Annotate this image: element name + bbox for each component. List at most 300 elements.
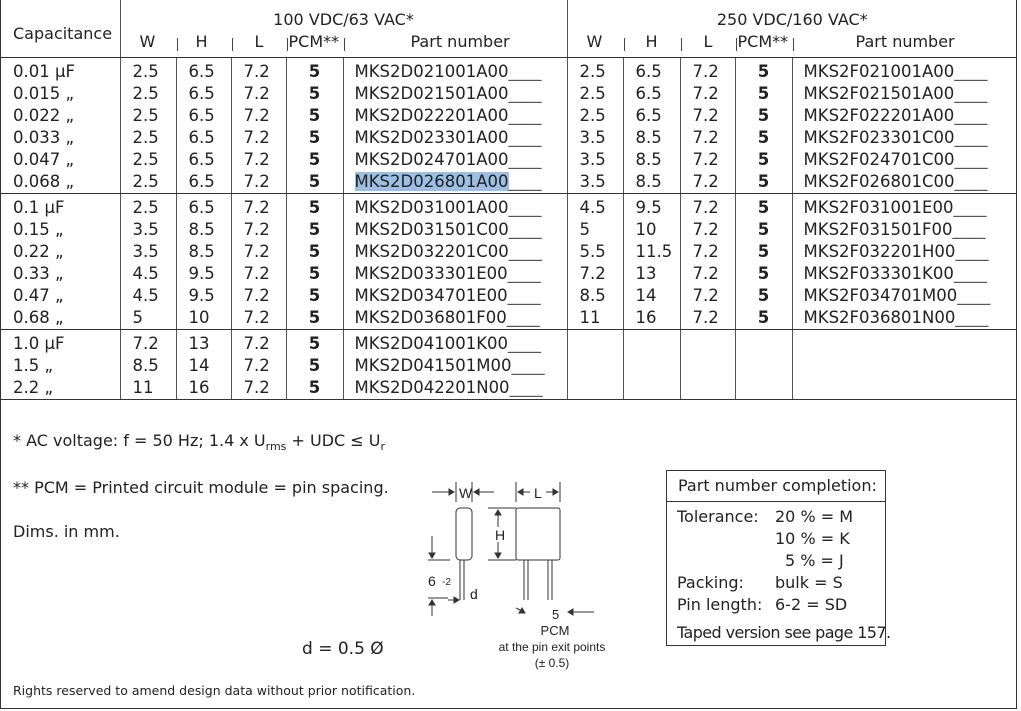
pcm-cell-column <box>735 194 792 330</box>
completion-blank: ____ <box>957 286 991 305</box>
pcm-cell <box>287 61 343 83</box>
w-cell-value: 2.5 <box>579 106 606 125</box>
h-cell <box>177 377 231 399</box>
left-voltage-title: 100 VDC/63 VAC* <box>273 10 414 29</box>
w-cell-value: 3.5 <box>132 220 159 239</box>
w-cell <box>121 149 176 171</box>
w-cell <box>121 105 176 127</box>
pcm-cell-value: 5 <box>308 84 321 103</box>
part-number-cell-value[interactable]: MKS2F026801C00 <box>803 172 955 191</box>
part-number-cell <box>344 307 567 329</box>
part-number-cell <box>344 171 567 193</box>
part-number-cell-value[interactable]: MKS2F031501F00 <box>803 220 953 239</box>
h-cell-value: 6.5 <box>635 84 662 103</box>
pcm-cell-value: 5 <box>308 378 321 397</box>
pcm-cell-value: 5 <box>757 220 770 239</box>
h-cell-value: 9.5 <box>635 198 662 217</box>
pcm-cell-value: 5 <box>308 286 321 305</box>
tolerance-label: (± 0.5) <box>534 656 570 670</box>
pcm-cell-value: 5 <box>308 172 321 191</box>
completion-blank: ____ <box>508 172 542 191</box>
completion-blank: ____ <box>954 106 988 125</box>
h-dim-label: H <box>495 527 506 543</box>
l-cell <box>232 333 286 355</box>
part-number-cell-value[interactable]: MKS2F024701C00 <box>803 150 955 169</box>
completion-blank: ____ <box>953 264 987 283</box>
capacitance-cell <box>0 61 120 83</box>
h-cell <box>177 219 231 241</box>
l-cell-value: 7.2 <box>243 286 270 305</box>
h-cell <box>624 61 680 83</box>
l-cell-column <box>680 58 735 194</box>
l-cell-value: 7.2 <box>692 220 719 239</box>
h-cell <box>624 105 680 127</box>
capacitance-cell-value: 1.0 μF <box>13 334 65 353</box>
right-voltage-title: 250 VDC/160 VAC* <box>716 10 868 29</box>
completion-blank: ____ <box>506 308 540 327</box>
d-dim-label: d <box>470 586 478 602</box>
w-cell <box>121 219 176 241</box>
l-cell <box>232 149 286 171</box>
part-number-cell <box>793 307 1018 329</box>
h-cell-value: 14 <box>188 356 210 375</box>
part-number-cell <box>344 263 567 285</box>
pcm-cell-value: 5 <box>308 264 321 283</box>
part-number-cell-value[interactable]: MKS2D022201A00 <box>354 106 509 125</box>
part-number-cell <box>793 241 1018 263</box>
capacitance-cell-value: 2.2 „ <box>13 378 54 397</box>
l-cell-value: 7.2 <box>243 128 270 147</box>
pcm-cell-value: 5 <box>308 334 321 353</box>
pcm-cell <box>287 333 343 355</box>
l-cell <box>232 263 286 285</box>
part-number-cell <box>793 171 1018 193</box>
pcm-cell <box>736 263 792 285</box>
h-cell <box>177 355 231 377</box>
l-cell-value: 7.2 <box>692 106 719 125</box>
w-cell <box>568 61 623 83</box>
h-cell <box>177 171 231 193</box>
w-cell-value: 4.5 <box>132 264 159 283</box>
part-number-cell-value[interactable]: MKS2F036801N00 <box>803 308 956 327</box>
h-cell <box>624 197 680 219</box>
l-cell <box>681 285 735 307</box>
h-cell-column <box>623 194 680 330</box>
capacitance-cell-value: 0.015 „ <box>13 84 75 103</box>
pcm-cell-value: 5 <box>308 356 321 375</box>
part-number-cell-value[interactable]: MKS2D042201N00 <box>354 378 510 397</box>
capacitance-cell <box>0 127 120 149</box>
h-cell <box>177 149 231 171</box>
w-cell-value: 2.5 <box>132 172 159 191</box>
completion-blank: ____ <box>507 264 541 283</box>
capacitance-cell-value: 0.022 „ <box>13 106 75 125</box>
capacitance-cell <box>0 105 120 127</box>
capacitance-cell <box>0 263 120 285</box>
h-cell-value: 6.5 <box>188 128 215 147</box>
w-cell-value: 2.5 <box>579 84 606 103</box>
part-number-cell-value[interactable]: MKS2D036801F00 <box>354 308 507 327</box>
part-number-cell-value[interactable]: MKS2D034701E00 <box>354 286 508 305</box>
part-number-cell-column <box>343 194 567 330</box>
w-cell-value: 3.5 <box>579 150 606 169</box>
w-cell-value: 2.5 <box>132 128 159 147</box>
part-number-completion-box <box>666 470 891 646</box>
w-cell-value: 5 <box>132 308 143 327</box>
completion-blank: ____ <box>508 106 542 125</box>
w-cell-value: 11 <box>132 378 154 397</box>
part-number-cell-value[interactable]: MKS2D032201C00 <box>354 242 509 261</box>
pcm-cell <box>736 83 792 105</box>
pcm-cell-value: 5 <box>757 150 770 169</box>
capacitance-cell-value: 0.047 „ <box>13 150 75 169</box>
pin-length-value: 6-2 = SD <box>775 595 848 614</box>
capacitance-cell-value: 0.068 „ <box>13 172 75 191</box>
completion-blank: ____ <box>954 172 988 191</box>
part-number-cell-column <box>792 194 1017 330</box>
completion-blank: ____ <box>507 286 541 305</box>
completion-blank: ____ <box>508 150 542 169</box>
h-cell-value: 6.5 <box>188 84 215 103</box>
part-number-cell <box>793 263 1018 285</box>
capacitance-cell-value: 1.5 „ <box>13 356 54 375</box>
part-number-cell <box>344 83 567 105</box>
part-number-cell-value[interactable]: MKS2F034701M00 <box>803 286 958 305</box>
pcm-cell <box>287 263 343 285</box>
l-cell <box>232 355 286 377</box>
table-group-1 <box>0 58 1017 194</box>
completion-blank: ____ <box>508 242 542 261</box>
w-cell-column <box>567 58 623 194</box>
w-dim-label: W <box>459 485 473 501</box>
h-cell <box>177 127 231 149</box>
l-cell <box>232 105 286 127</box>
pcm-cell-value: 5 <box>757 242 770 261</box>
completion-blank: ____ <box>508 334 542 353</box>
part-number-cell-value[interactable]: MKS2F022201A00 <box>803 106 955 125</box>
part-number-cell <box>793 149 1018 171</box>
h-cell-value: 6.5 <box>188 62 215 81</box>
part-number-cell <box>344 219 567 241</box>
l-cell-value: 7.2 <box>243 220 270 239</box>
completion-blank: ____ <box>509 378 543 397</box>
capacitance-cell <box>0 219 120 241</box>
part-number-cell-value[interactable]: MKS2D031501C00 <box>354 220 509 239</box>
pcm-cell-value: 5 <box>308 106 321 125</box>
pcm-header: PCM** <box>288 32 340 51</box>
l-cell-value: 7.2 <box>692 84 719 103</box>
part-number-cell <box>793 61 1018 83</box>
part-number-cell <box>793 197 1018 219</box>
tolerance-j: 5 % = J <box>785 551 844 570</box>
w-cell <box>568 149 623 171</box>
h-cell <box>177 241 231 263</box>
pcm-cell <box>287 83 343 105</box>
pcm-cell <box>287 197 343 219</box>
l-cell-value: 7.2 <box>243 308 270 327</box>
h-cell <box>177 285 231 307</box>
pcm-cell-value: 5 <box>757 308 770 327</box>
h-cell <box>624 149 680 171</box>
pcm-cell-value: 5 <box>308 220 321 239</box>
left-header-cell <box>120 0 567 58</box>
pcm-cell <box>287 307 343 329</box>
w-cell <box>568 197 623 219</box>
capacitor-dimension-diagram <box>418 472 618 677</box>
pin-length-label: Pin length: <box>677 595 763 614</box>
part-number-cell-value[interactable]: MKS2F021501A00 <box>803 84 955 103</box>
pcm-cell-value: 5 <box>308 128 321 147</box>
part-number-cell-value[interactable]: MKS2D024701A00 <box>354 150 509 169</box>
h-cell-value: 6.5 <box>635 62 662 81</box>
h-cell-value: 16 <box>188 378 210 397</box>
part-number-cell-value[interactable]: MKS2D021501A00 <box>354 84 509 103</box>
pcm-note: ** PCM = Printed circuit module = pin spacing. <box>13 478 389 497</box>
l-cell <box>681 263 735 285</box>
completion-blank: ____ <box>955 308 989 327</box>
w-cell-value: 2.5 <box>132 150 159 169</box>
l-cell <box>681 83 735 105</box>
pcm-cell <box>287 105 343 127</box>
l-cell-value: 7.2 <box>692 150 719 169</box>
w-cell <box>121 171 176 193</box>
capacitance-cell-column <box>0 194 120 330</box>
w-cell-value: 8.5 <box>132 356 159 375</box>
w-cell <box>121 285 176 307</box>
w-cell <box>568 307 623 329</box>
h-cell <box>177 61 231 83</box>
part-number-cell-value[interactable]: MKS2F023301C00 <box>803 128 955 147</box>
l-cell-column <box>231 58 286 194</box>
capacitance-cell-value: 0.22 „ <box>13 242 64 261</box>
l-cell-column <box>231 330 286 400</box>
h-cell <box>624 171 680 193</box>
h-cell <box>624 285 680 307</box>
part-number-cell <box>344 285 567 307</box>
part-number-cell-value[interactable]: MKS2D023301A00 <box>354 128 509 147</box>
pcm-cell <box>287 149 343 171</box>
l-cell <box>232 219 286 241</box>
h-cell-value: 8.5 <box>635 172 662 191</box>
h-cell-value: 16 <box>635 308 657 327</box>
part-number-cell <box>793 285 1018 307</box>
six-dim-label: 6 <box>428 573 436 589</box>
capacitance-cell-value: 0.15 „ <box>13 220 64 239</box>
l-cell <box>232 127 286 149</box>
part-number-header: Part number <box>410 32 510 51</box>
l-cell-value: 7.2 <box>692 172 719 191</box>
part-number-cell-value[interactable]: MKS2D041501M00 <box>354 356 512 375</box>
w-cell-column <box>567 194 623 330</box>
capacitance-cell <box>0 307 120 329</box>
rms-subscript: rms <box>265 440 287 454</box>
completion-blank: ____ <box>508 128 542 147</box>
completion-blank: ____ <box>953 198 987 217</box>
completion-blank: ____ <box>508 220 542 239</box>
tolerance-label: Tolerance: <box>677 507 759 526</box>
five-dim-label: 5 <box>552 607 560 622</box>
pcm-cell-value: 5 <box>757 128 770 147</box>
pcm-cell <box>287 127 343 149</box>
w-cell-value: 2.5 <box>579 62 606 81</box>
l-cell-column <box>680 194 735 330</box>
h-cell-column <box>623 330 680 400</box>
w-cell <box>121 377 176 399</box>
l-cell <box>681 149 735 171</box>
l-cell-value: 7.2 <box>692 286 719 305</box>
part-number-cell-value[interactable]: MKS2F031001E00 <box>803 198 954 217</box>
h-cell <box>177 307 231 329</box>
table-group-3 <box>0 330 1017 400</box>
part-number-cell <box>344 105 567 127</box>
w-header: W <box>139 32 156 51</box>
l-cell <box>681 241 735 263</box>
w-cell <box>121 61 176 83</box>
h-cell-value: 8.5 <box>635 128 662 147</box>
pcm-cell <box>736 171 792 193</box>
pcm-cell <box>736 105 792 127</box>
l-cell <box>681 127 735 149</box>
h-cell <box>624 83 680 105</box>
pcm-cell-value: 5 <box>757 62 770 81</box>
pcm-cell-value: 5 <box>757 106 770 125</box>
pcm-cell-value: 5 <box>757 198 770 217</box>
pcm-header: PCM** <box>737 32 789 51</box>
l-header: L <box>703 32 713 51</box>
part-number-cell-value[interactable]: MKS2D031001A00 <box>354 198 509 217</box>
completion-blank: ____ <box>508 198 542 217</box>
part-number-cell-value[interactable]: MKS2F032201H00 <box>803 242 956 261</box>
pcm-cell-value: 5 <box>308 242 321 261</box>
l-cell-value: 7.2 <box>243 242 270 261</box>
pcm-cell <box>287 355 343 377</box>
packing-value: bulk = S <box>775 573 843 592</box>
l-cell <box>232 285 286 307</box>
w-cell <box>121 263 176 285</box>
h-cell-value: 10 <box>635 220 657 239</box>
part-number-cell-value[interactable]: MKS2D041001K00 <box>354 334 509 353</box>
h-cell-column <box>176 58 231 194</box>
l-cell-value: 7.2 <box>243 198 270 217</box>
l-cell-value: 7.2 <box>692 242 719 261</box>
table-group-2 <box>0 194 1017 330</box>
w-cell <box>568 83 623 105</box>
part-number-cell <box>344 377 567 399</box>
capacitance-cell <box>0 149 120 171</box>
h-cell-column <box>623 58 680 194</box>
l-cell-value: 7.2 <box>243 334 270 353</box>
l-cell-value: 7.2 <box>243 356 270 375</box>
pcm-dim-label: PCM <box>540 623 570 638</box>
capacitance-cell <box>0 241 120 263</box>
r-subscript: r <box>380 440 386 454</box>
l-cell <box>232 241 286 263</box>
pin-exit-label: at the pin exit points <box>498 640 606 654</box>
completion-blank: ____ <box>508 62 542 81</box>
taped-version-note: Taped version see page 157. <box>677 623 891 642</box>
pcm-cell <box>287 241 343 263</box>
h-cell <box>177 197 231 219</box>
rights-notice: Rights reserved to amend design data without prior notification. <box>13 683 416 698</box>
pcm-cell-value: 5 <box>308 308 321 327</box>
l-cell-value: 7.2 <box>243 264 270 283</box>
capacitance-cell-value: 0.33 „ <box>13 264 64 283</box>
tolerance-m: 20 % = M <box>775 507 854 526</box>
w-cell-value: 3.5 <box>579 128 606 147</box>
l-cell-value: 7.2 <box>692 308 719 327</box>
capacitance-cell-value: 0.033 „ <box>13 128 75 147</box>
table-header-row <box>0 0 1017 58</box>
part-number-cell <box>344 333 567 355</box>
capacitance-cell <box>0 377 120 399</box>
l-cell <box>232 171 286 193</box>
l-cell-column <box>680 330 735 400</box>
l-cell-value: 7.2 <box>692 62 719 81</box>
l-cell <box>232 307 286 329</box>
part-number-cell-value[interactable]: MKS2D033301E00 <box>354 264 508 283</box>
l-cell-value: 7.2 <box>692 128 719 147</box>
part-number-cell-column <box>792 58 1017 194</box>
h-cell <box>177 333 231 355</box>
part-number-cell <box>793 219 1018 241</box>
h-cell-column <box>176 330 231 400</box>
completion-blank: ____ <box>954 150 988 169</box>
l-cell <box>232 61 286 83</box>
part-number-cell-value[interactable]: MKS2F033301K00 <box>803 264 954 283</box>
left-column-headers <box>121 32 567 56</box>
l-cell <box>681 105 735 127</box>
right-header-cell <box>567 0 1017 58</box>
part-number-cell <box>793 127 1018 149</box>
h-cell-value: 13 <box>188 334 210 353</box>
part-number-cell-value[interactable]: MKS2D021001A00 <box>354 62 509 81</box>
pcm-cell-column <box>286 58 343 194</box>
completion-title: Part number completion: <box>667 471 885 502</box>
capacitance-header: Capacitance <box>13 24 113 43</box>
h-cell-value: 9.5 <box>188 264 215 283</box>
w-header: W <box>586 32 603 51</box>
h-cell <box>624 241 680 263</box>
l-cell <box>681 61 735 83</box>
l-cell-value: 7.2 <box>243 106 270 125</box>
part-number-cell <box>344 197 567 219</box>
l-cell <box>681 197 735 219</box>
h-cell-value: 6.5 <box>188 198 215 217</box>
h-cell <box>624 307 680 329</box>
w-cell <box>568 219 623 241</box>
w-cell-value: 3.5 <box>579 172 606 191</box>
w-cell-value: 3.5 <box>132 242 159 261</box>
h-cell-value: 6.5 <box>188 172 215 191</box>
w-cell-value: 5.5 <box>579 242 606 261</box>
right-column-headers <box>568 32 1018 56</box>
w-cell <box>568 171 623 193</box>
w-cell-value: 7.2 <box>132 334 159 353</box>
part-number-cell-value[interactable]: MKS2D026801A00 <box>354 172 509 191</box>
w-cell <box>121 197 176 219</box>
l-cell-value: 7.2 <box>243 150 270 169</box>
completion-blank: ____ <box>954 128 988 147</box>
part-number-cell <box>344 241 567 263</box>
w-cell <box>568 241 623 263</box>
pcm-cell-column <box>735 58 792 194</box>
h-cell <box>624 127 680 149</box>
l-cell-value: 7.2 <box>243 84 270 103</box>
part-number-cell <box>344 61 567 83</box>
part-number-cell-column <box>792 330 1017 400</box>
part-number-cell-value[interactable]: MKS2F021001A00 <box>803 62 955 81</box>
pcm-cell-value: 5 <box>757 172 770 191</box>
